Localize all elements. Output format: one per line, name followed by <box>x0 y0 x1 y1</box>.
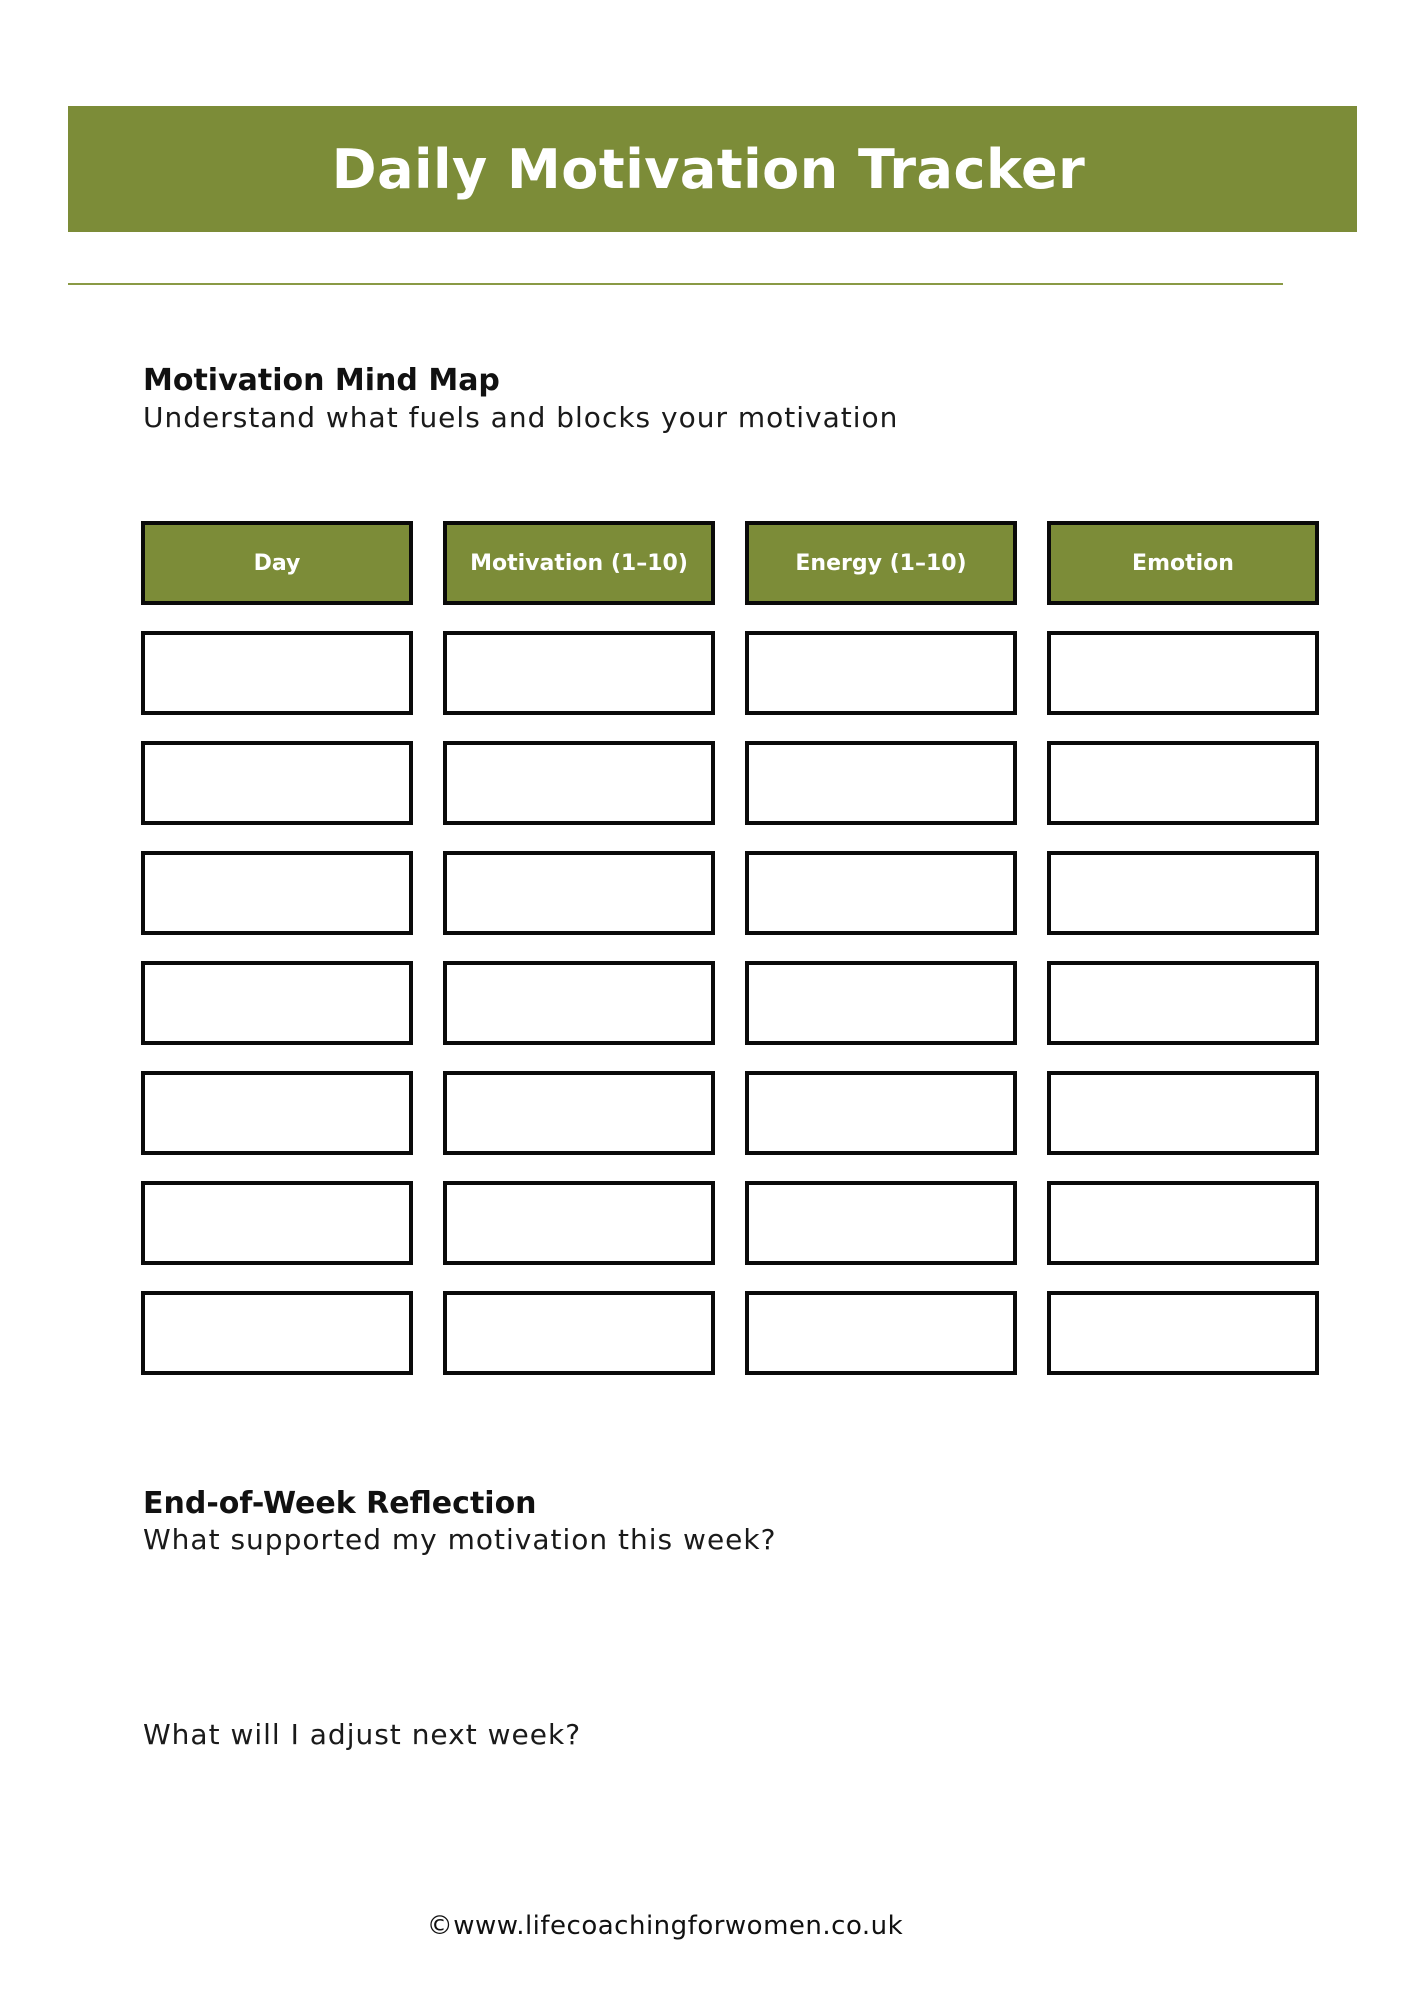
column-header-day: Day <box>141 521 413 605</box>
energy-cell[interactable] <box>745 1181 1017 1265</box>
tracker-table <box>141 521 1319 1375</box>
energy-cell[interactable] <box>745 1071 1017 1155</box>
title-banner <box>68 106 1357 232</box>
energy-cell[interactable] <box>745 851 1017 935</box>
column-header-motivation: Motivation (1–10) <box>443 521 715 605</box>
emotion-cell[interactable] <box>1047 1181 1319 1265</box>
day-cell[interactable] <box>141 961 413 1045</box>
motivation-cell[interactable] <box>443 851 715 935</box>
reflection-question-2: What will I adjust next week? <box>143 1718 582 1751</box>
page-title: Daily Motivation Tracker <box>331 137 1086 201</box>
day-cell[interactable] <box>141 1291 413 1375</box>
energy-cell[interactable] <box>745 631 1017 715</box>
motivation-cell[interactable] <box>443 961 715 1045</box>
day-cell[interactable] <box>141 1181 413 1265</box>
emotion-cell[interactable] <box>1047 961 1319 1045</box>
column-header-energy: Energy (1–10) <box>745 521 1017 605</box>
motivation-cell[interactable] <box>443 1071 715 1155</box>
day-cell[interactable] <box>141 631 413 715</box>
motivation-cell[interactable] <box>443 741 715 825</box>
reflection-question-1: What supported my motivation this week? <box>143 1523 777 1556</box>
day-cell[interactable] <box>141 741 413 825</box>
energy-cell[interactable] <box>745 741 1017 825</box>
day-cell[interactable] <box>141 1071 413 1155</box>
energy-cell[interactable] <box>745 961 1017 1045</box>
column-header-emotion: Emotion <box>1047 521 1319 605</box>
footer-copyright: ©www.lifecoachingforwomen.co.uk <box>426 1911 904 1941</box>
energy-cell[interactable] <box>745 1291 1017 1375</box>
day-cell[interactable] <box>141 851 413 935</box>
emotion-cell[interactable] <box>1047 851 1319 935</box>
emotion-cell[interactable] <box>1047 741 1319 825</box>
mind-map-title: Motivation Mind Map <box>143 363 500 398</box>
emotion-cell[interactable] <box>1047 1291 1319 1375</box>
mind-map-subtitle: Understand what fuels and blocks your motivation <box>143 401 899 434</box>
motivation-cell[interactable] <box>443 1181 715 1265</box>
motivation-cell[interactable] <box>443 631 715 715</box>
motivation-cell[interactable] <box>443 1291 715 1375</box>
divider <box>68 283 1283 285</box>
emotion-cell[interactable] <box>1047 631 1319 715</box>
emotion-cell[interactable] <box>1047 1071 1319 1155</box>
reflection-title: End-of-Week Reflection <box>143 1486 537 1521</box>
